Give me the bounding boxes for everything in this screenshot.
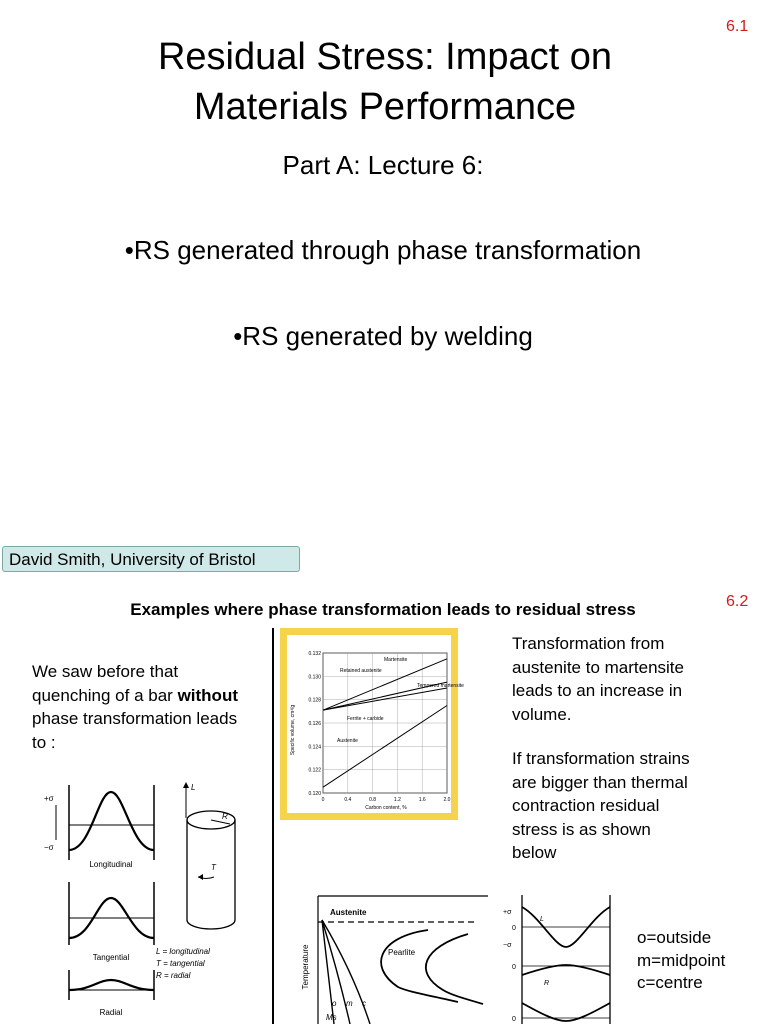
y-tick-label: 0.128	[308, 697, 321, 704]
slide1-subtitle: Part A: Lecture 6:	[282, 150, 484, 180]
right-text-2-line3: contraction residual	[512, 796, 660, 815]
tempered-martensite-label: Tempered martensite	[417, 683, 464, 689]
rs-zero-2: 0	[512, 964, 516, 971]
x-tick-label: 0.8	[369, 797, 377, 803]
legend-outside: o=outside	[637, 928, 712, 947]
rs-radial-curve	[522, 965, 610, 975]
right-text-1-line4: volume.	[512, 704, 572, 724]
ferrite-carbide-label: Ferrite + carbide	[347, 716, 384, 722]
ttt-ms-label: Ms	[326, 1013, 337, 1022]
ttt-o-label: o	[332, 999, 337, 1008]
slide1-number: 6.1	[726, 18, 749, 35]
right-text-1-line1: Transformation from	[512, 634, 665, 653]
plus-sigma-label: +σ	[44, 794, 54, 803]
slide1-bullet-2: •RS generated by welding	[233, 321, 533, 351]
rs-R-label: R	[544, 980, 550, 987]
ttt-m-label: m	[346, 999, 353, 1008]
slide1-bullet-1: •RS generated through phase transformation	[124, 235, 642, 265]
tangential-label: Tangential	[92, 953, 130, 962]
T-axis-label: T	[211, 863, 216, 872]
longitudinal-curve	[69, 792, 154, 850]
y-tick-label: 0.126	[308, 721, 321, 727]
right-text-2-line1: If transformation strains	[512, 749, 690, 768]
x-tick-label: 2.0	[443, 797, 451, 803]
stress-distribution-figure	[36, 770, 268, 1024]
specific-volume-chart	[287, 635, 464, 813]
ttt-c-label: c	[362, 999, 366, 1008]
y-tick-label: 0.122	[308, 767, 321, 774]
x-tick-label: 0.4	[344, 797, 352, 803]
x-tick-label: 1.2	[393, 797, 401, 803]
ttt-austenite-label: Austenite	[330, 908, 367, 917]
retained-austenite-label: Retained austenite	[340, 668, 382, 674]
key-longitudinal: L = longitudinal	[156, 947, 210, 956]
longitudinal-label: Longitudinal	[89, 860, 133, 869]
rs-zero-1: 0	[512, 925, 516, 932]
residual-stress-chart	[500, 895, 630, 1024]
ttt-pearlite-label: Pearlite	[388, 948, 416, 957]
rs-minus-sigma: −σ	[503, 942, 512, 949]
slide2-number: 6.2	[726, 593, 749, 610]
radial-label: Radial	[99, 1008, 123, 1017]
ttt-ylabel: Temperature	[301, 944, 310, 990]
key-radial: R = radial	[156, 971, 191, 980]
right-text-2-line4: stress is as shown	[512, 819, 651, 839]
legend-midpoint: m=midpoint	[637, 950, 726, 970]
y-tick-label: 0.130	[308, 674, 321, 681]
y-tick-label: 0.132	[308, 651, 321, 657]
right-text-strains	[512, 747, 762, 865]
slide1-title-line1: Residual Stress: Impact on	[157, 36, 613, 78]
left-text-line3: phase transformation leads	[32, 709, 238, 728]
cooling-curve-outside	[322, 920, 334, 1024]
left-text-line1: We saw before that	[32, 662, 179, 681]
series-line-ferrite-carbide	[323, 688, 447, 710]
y-tick-label: 0.124	[308, 744, 321, 751]
volume-chart-ylabel: Specific volume, cm³/g	[290, 704, 296, 756]
cooling-curve-midpoint	[322, 920, 350, 1024]
legend-centre: c=centre	[637, 973, 703, 992]
cylinder-body	[187, 920, 235, 929]
right-text-2-line5: below	[512, 843, 557, 862]
left-text-line4: to :	[32, 732, 56, 752]
right-text-volume	[512, 632, 762, 726]
L-axis-label: L	[191, 783, 196, 792]
left-text-without: without	[177, 685, 238, 705]
slide1-title-line2: Materials Performance	[193, 86, 577, 128]
ttt-finish-curve	[426, 934, 483, 1004]
left-intro-text	[32, 660, 272, 754]
austenite-label: Austenite	[337, 738, 358, 744]
minus-sigma-label: −σ	[44, 843, 54, 852]
ttt-diagram	[298, 892, 488, 1024]
position-legend	[637, 927, 767, 995]
R-axis-label: R	[222, 812, 228, 821]
left-text-line2-pre: quenching of a bar	[32, 685, 178, 705]
right-text-2-line2: are bigger than thermal	[512, 772, 688, 792]
radial-curve	[69, 980, 154, 990]
key-tangential: T = tangential	[156, 959, 205, 968]
left-text-line2	[32, 684, 272, 708]
volume-chart-xlabel: Carbon content, %	[365, 805, 407, 811]
rs-L-label: L	[540, 916, 544, 923]
slide1-footer-author: David Smith, University of Bristol	[2, 546, 300, 572]
x-tick-label: 1.6	[418, 797, 426, 803]
right-text-1-line3: leads to an increase in	[512, 681, 683, 700]
slide2-heading: Examples where phase transformation leads to residual stress	[130, 600, 636, 619]
rs-plus-sigma: +σ	[503, 909, 512, 916]
rs-zero-3: 0	[512, 1016, 516, 1023]
y-tick-label: 0.120	[308, 791, 321, 797]
x-tick-label: 0	[321, 797, 325, 803]
martensite-label: Martensite	[384, 657, 408, 663]
right-text-1-line2: austenite to martensite	[512, 657, 684, 677]
vertical-divider	[272, 628, 274, 1024]
